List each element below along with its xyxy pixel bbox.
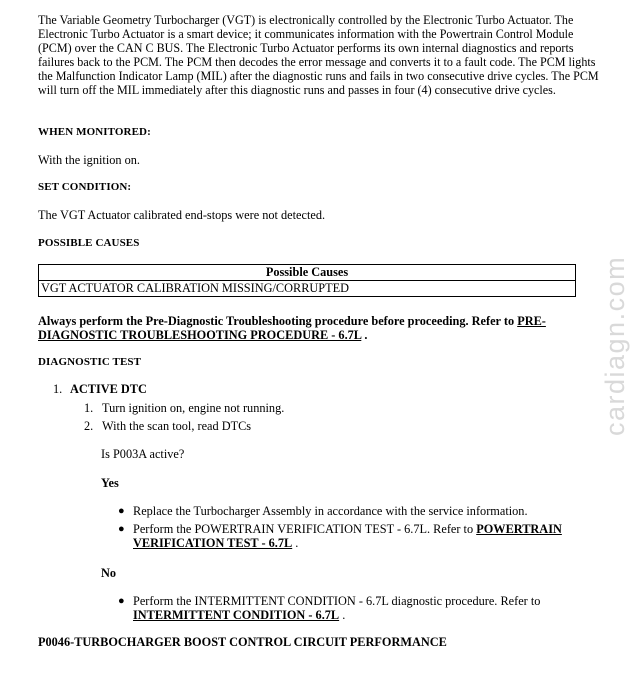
bullet-suffix: . <box>339 608 346 622</box>
intro-paragraph: The Variable Geometry Turbocharger (VGT) is electronically controlled by the Electronic Turbo Actuator. The Electronic Turbo Actuator is a smart device; it communicates information with the Powertrain Control Module (PCM) over the CAN C BUS. The Electronic Turbo Actuator performs its own internal diagnostics and reports failures back to the PCM. The PCM then decodes the error message and converts it to a fault code. The PCM lights the Malfunction Indicator Lamp (MIL) after the diagnostic runs and fails in two consecutive drive cycles. The PCM will turn off the MIL immediately after this diagnostic runs and passes in four (4) consecutive drive cycles. <box>38 13 599 97</box>
no-bullet-item <box>118 594 588 622</box>
powertrain-verification-link[interactable]: POWERTRAIN VERIFICATION TEST - 6.7L <box>133 522 562 550</box>
set-condition-text: The VGT Actuator calibrated end-stops were not detected. <box>38 208 326 222</box>
substep-text: With the scan tool, read DTCs <box>102 419 252 433</box>
yes-bullet-item <box>118 522 588 550</box>
always-perform-suffix: . <box>361 328 368 342</box>
possible-causes-table <box>38 264 576 297</box>
table-header-row <box>39 265 576 281</box>
table-row <box>39 281 576 297</box>
no-label: No <box>101 566 117 580</box>
substep-number: 2. <box>84 419 94 433</box>
diagnostic-test-heading: DIAGNOSTIC TEST <box>38 356 142 368</box>
yes-bullet-item <box>118 504 588 518</box>
watermark: cardiagn.com <box>600 255 630 436</box>
when-monitored-text: With the ignition on. <box>38 153 140 167</box>
always-perform-instruction <box>38 314 578 342</box>
step-number: 1. <box>53 382 63 396</box>
step-title: ACTIVE DTC <box>70 382 147 396</box>
possible-causes-heading: POSSIBLE CAUSES <box>38 237 140 249</box>
diagnostic-question: Is P003A active? <box>101 447 185 461</box>
substep-text: Turn ignition on, engine not running. <box>102 401 285 415</box>
bullet-text: Perform the POWERTRAIN VERIFICATION TEST - 6.7L. Refer to <box>133 522 477 536</box>
substep-item <box>84 419 251 434</box>
next-section-heading: P0046-TURBOCHARGER BOOST CONTROL CIRCUIT PERFORMANCE <box>38 635 447 649</box>
bullet-text: Perform the INTERMITTENT CONDITION - 6.7L diagnostic procedure. Refer to <box>133 594 541 608</box>
pre-diagnostic-link[interactable]: PRE-DIAGNOSTIC TROUBLESHOOTING PROCEDURE - 6.7L <box>38 314 546 342</box>
bullet-icon: ● <box>118 523 125 535</box>
bullet-icon: ● <box>118 505 125 517</box>
intermittent-condition-link[interactable]: INTERMITTENT CONDITION - 6.7L <box>133 608 340 622</box>
step-active-dtc <box>53 382 147 397</box>
bullet-suffix: . <box>292 536 299 550</box>
always-perform-text: Always perform the Pre-Diagnostic Troubleshooting procedure before proceeding. Refer to <box>38 314 518 328</box>
substep-item <box>84 401 284 416</box>
table-cell: VGT ACTUATOR CALIBRATION MISSING/CORRUPTED <box>39 281 576 297</box>
substep-number: 1. <box>84 401 94 415</box>
when-monitored-heading: WHEN MONITORED: <box>38 126 151 138</box>
set-condition-heading: SET CONDITION: <box>38 181 132 193</box>
bullet-text: Replace the Turbocharger Assembly in accordance with the service information. <box>133 504 528 518</box>
bullet-icon: ● <box>118 595 125 607</box>
yes-label: Yes <box>101 476 119 490</box>
table-header-cell: Possible Causes <box>39 265 576 281</box>
